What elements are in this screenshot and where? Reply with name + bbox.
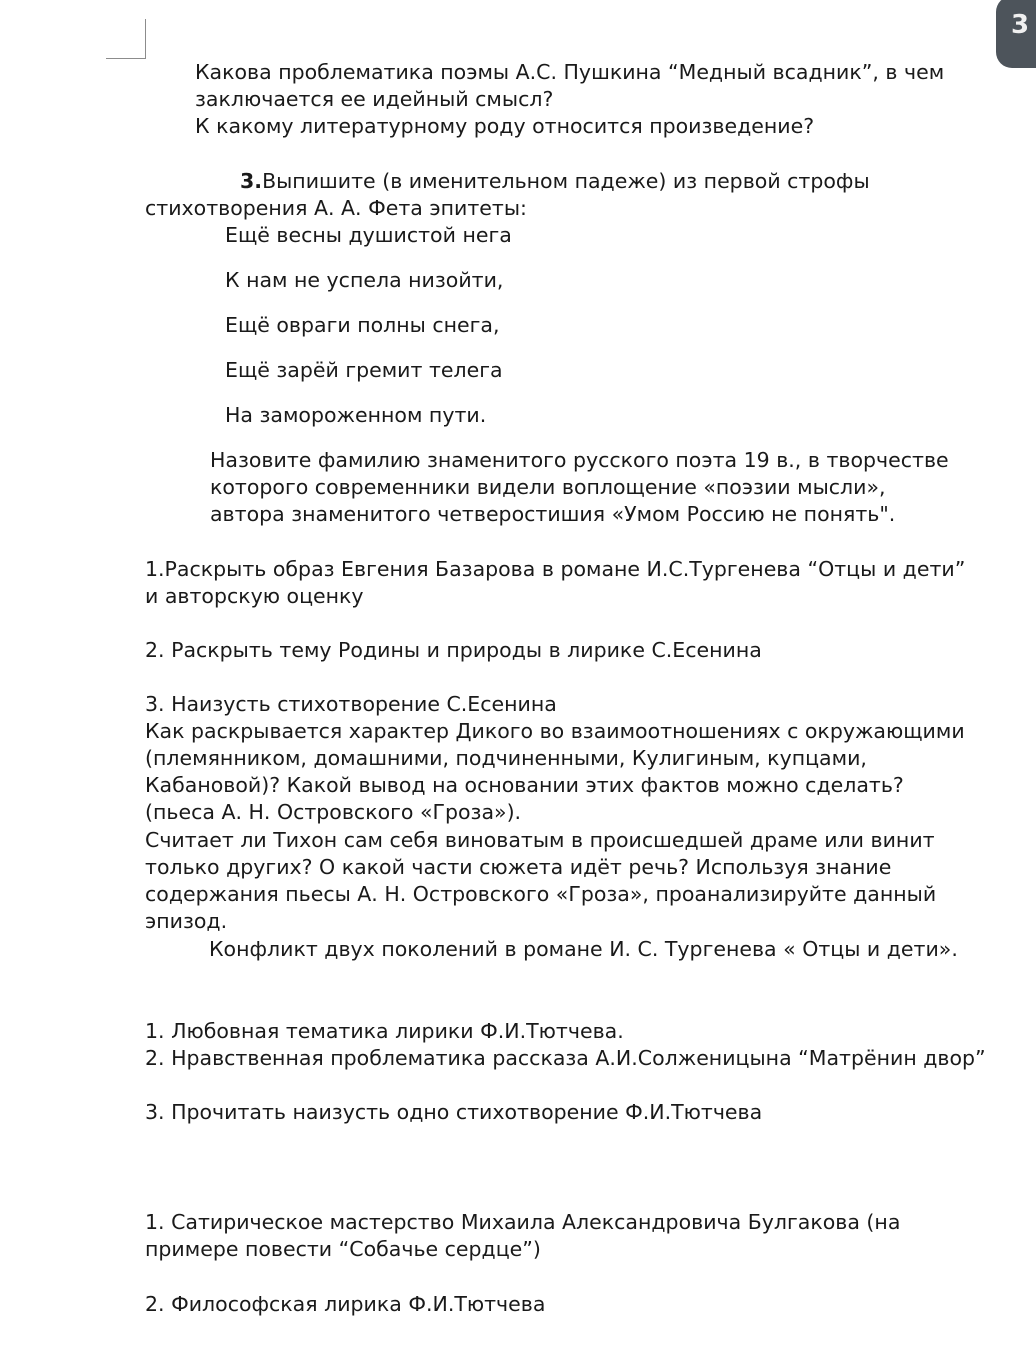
page-corner-mark [106,19,146,59]
task-line: примере повести “Собачье сердце”) [145,1237,541,1261]
question-text-line: заключается ее идейный смысл? [195,87,554,111]
side-tab-number: 3 [1011,10,1030,40]
question-text-line: содержания пьесы А. Н. Островского «Гроза», проанализируйте данный [145,882,937,906]
task-line: 2. Нравственная проблематика рассказа А.И.Солженицына “Матрёнин двор” [145,1046,986,1070]
question-text-line: которого современники видели воплощение «поэзии мысли», [210,475,886,499]
poem-line: Ещё весны душистой нега [225,223,512,247]
question-text-line: только других? О какой части сюжета идёт речь? Используя знание [145,855,892,879]
question-text-line: Конфликт двух поколений в романе И. С. Тургенева « Отцы и дети». [209,937,958,961]
task-line: 1.Раскрыть образ Евгения Базарова в романе И.С.Тургенева “Отцы и дети” [145,557,966,581]
task-line [240,168,870,195]
task-text: Выпишите (в именительном падеже) из первой строфы [262,169,870,193]
poem-line: Ещё зарёй гремит телега [225,358,503,382]
task-line: 2. Раскрыть тему Родины и природы в лирике С.Есенина [145,638,762,662]
task-line: 1. Любовная тематика лирики Ф.И.Тютчева. [145,1019,624,1043]
question-text-line: К какому литературному роду относится произведение? [195,114,815,138]
task-line: 2. Философская лирика Ф.И.Тютчева [145,1292,546,1316]
question-text-line: Кабановой)? Какой вывод на основании этих фактов можно сделать? [145,773,904,797]
question-text-line: Назовите фамилию знаменитого русского поэта 19 в., в творчестве [210,448,949,472]
task-line: 1. Сатирическое мастерство Михаила Александровича Булгакова (на [145,1210,901,1234]
question-text-line: Какова проблематика поэмы А.С. Пушкина “Медный всадник”, в чем [195,60,945,84]
question-text-line: Считает ли Тихон сам себя виноватым в происшедшей драме или винит [145,828,935,852]
task-line: стихотворения А. А. Фета эпитеты: [145,196,527,220]
question-text-line: Как раскрывается характер Дикого во взаимоотношениях с окружающими [145,719,965,743]
task-line: 3. Прочитать наизусть одно стихотворение Ф.И.Тютчева [145,1100,763,1124]
question-text-line: автора знаменитого четверостишия «Умом Россию не понять". [210,502,896,526]
task-line: 3. Наизусть стихотворение С.Есенина [145,692,557,716]
poem-line: На замороженном пути. [225,403,487,427]
question-text-line: эпизод. [145,909,228,933]
question-text-line: (племянником, домашними, подчиненными, Кулигиным, купцами, [145,746,867,770]
task-line: и авторскую оценку [145,584,364,608]
task-number: 3. [240,169,263,193]
poem-line: К нам не успела низойти, [225,268,504,292]
poem-line: Ещё овраги полны снега, [225,313,500,337]
question-text-line: (пьеса А. Н. Островского «Гроза»). [145,800,522,824]
